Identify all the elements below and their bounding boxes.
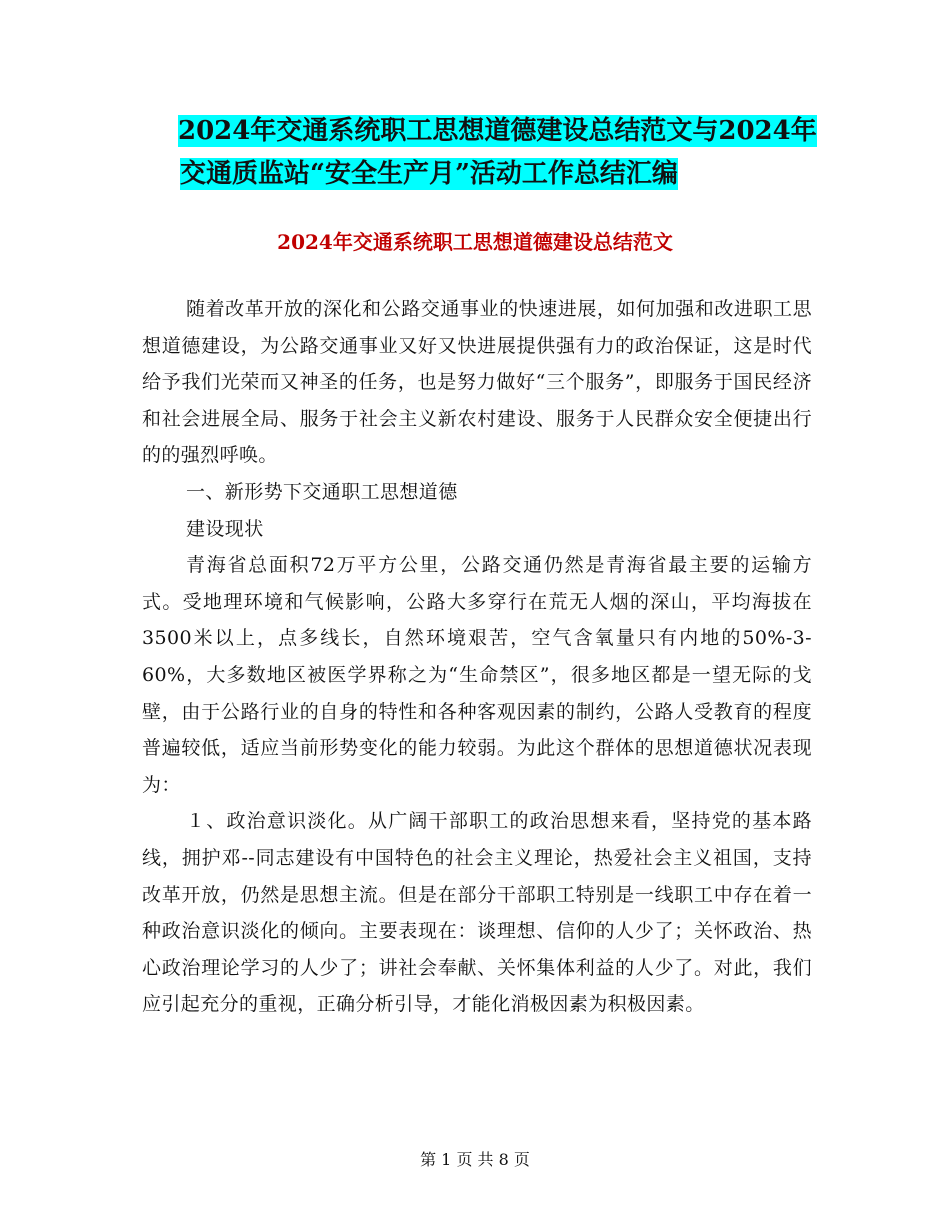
document-title-line-2: 交通质监站“安全生产月”活动工作总结汇编 [180, 159, 678, 189]
page-footer: 第 1 页 共 8 页 [420, 1150, 530, 1169]
document-body [142, 291, 812, 1023]
paragraph-qinghai: 青海省总面积72万平方公里，公路交通仍然是青海省最主要的运输方式。受地理环境和气候影响，公路大多穿行在荒无人烟的深山，平均海拔在3500米以上，点多线长，自然环境艰苦，空气含氧量只有内地的50%-3-60%，大多数地区被医学界称之为“生命禁区”，很多地区都是一望无际的戈壁，由于公路行业的自身的特性和各种客观因素的制约，公路人受教育的程度普遍较低，适应当前形势变化的能力较弱。为此这个群体的思想道德状况表现为： [142, 554, 812, 796]
paragraph-political-awareness: １、政治意识淡化。从广阔干部职工的政治思想来看，坚持党的基本路线，拥护邓--同志建设有中国特色的社会主义理论，热爱社会主义祖国，支持改革开放，仍然是思想主流。但是在部分干部职工特别是一线职工中存在着一种政治意识淡化的倾向。主要表现在：谈理想、信仰的人少了；关怀政治、热心政治理论学习的人少了；讲社会奉献、关怀集体利益的人少了。对此，我们应引起充分的重视，正确分析引导，才能化消极因素为积极因素。 [142, 810, 812, 1016]
paragraph-intro: 随着改革开放的深化和公路交通事业的快速进展，如何加强和改进职工思想道德建设，为公路交通事业又好又快进展提供强有力的政治保证，这是时代给予我们光荣而又神圣的任务，也是努力做好“三个服务”，即服务于国民经济和社会进展全局、服务于社会主义新农村建设、服务于人民群众安全便捷出行的的强烈呼唤。 [142, 298, 812, 467]
document-title [178, 110, 838, 196]
document-title-line-1: 2024年交通系统职工思想道德建设总结范文与2024年 [178, 116, 817, 146]
section-title: 2024年交通系统职工思想道德建设总结范文 [277, 230, 673, 254]
heading-status-continued: 建设现状 [186, 517, 264, 540]
heading-status: 一、新形势下交通职工思想道德 [186, 480, 458, 503]
